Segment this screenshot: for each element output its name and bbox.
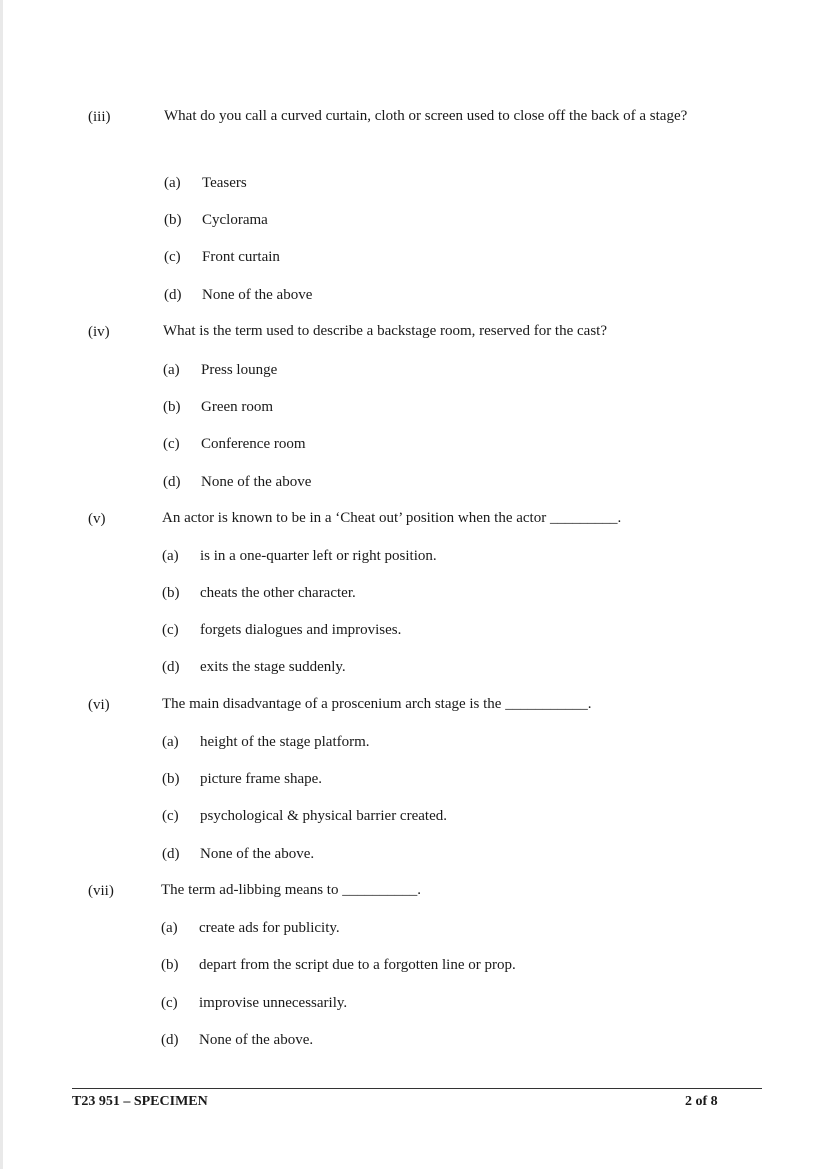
question-number: (v) xyxy=(88,511,106,527)
option-text: create ads for publicity. xyxy=(199,920,340,936)
option-text: depart from the script due to a forgotten line or prop. xyxy=(199,957,516,973)
option-letter: (d) xyxy=(162,846,180,862)
option-letter: (c) xyxy=(162,622,179,638)
question-number: (vi) xyxy=(88,697,110,713)
page-number: 2 of 8 xyxy=(685,1094,718,1109)
option-text: None of the above xyxy=(201,474,312,490)
option-letter: (a) xyxy=(163,362,180,378)
option-letter: (c) xyxy=(162,808,179,824)
option-letter: (b) xyxy=(164,212,182,228)
option-text: Teasers xyxy=(202,175,247,191)
option-letter: (a) xyxy=(164,175,181,191)
option-text: improvise unnecessarily. xyxy=(199,995,348,1011)
page-edge xyxy=(0,0,3,1169)
option-text: Conference room xyxy=(201,436,306,452)
option-text: exits the stage suddenly. xyxy=(200,659,346,675)
option-letter: (d) xyxy=(164,287,182,303)
question-text: The term ad-libbing means to __________. xyxy=(161,882,421,898)
option-letter: (d) xyxy=(162,659,180,675)
option-letter: (c) xyxy=(163,436,180,452)
option-text: height of the stage platform. xyxy=(200,734,370,750)
option-text: forgets dialogues and improvises. xyxy=(200,622,402,638)
option-letter: (b) xyxy=(163,399,181,415)
question-text: What do you call a curved curtain, cloth or screen used to close off the back of a stage? xyxy=(164,108,688,124)
option-letter: (d) xyxy=(161,1032,179,1048)
option-text: Cyclorama xyxy=(202,212,268,228)
option-letter: (d) xyxy=(163,474,181,490)
option-text: None of the above. xyxy=(200,846,315,862)
question-number: (iv) xyxy=(88,324,110,340)
option-text: None of the above. xyxy=(199,1032,314,1048)
option-letter: (a) xyxy=(162,548,179,564)
question-text: The main disadvantage of a proscenium arch stage is the ___________. xyxy=(162,696,592,712)
footer-divider xyxy=(72,1088,762,1089)
option-letter: (b) xyxy=(162,771,180,787)
question-text: An actor is known to be in a ‘Cheat out’ position when the actor _________. xyxy=(162,510,622,526)
question-number: (iii) xyxy=(88,109,111,125)
option-letter: (c) xyxy=(164,249,181,265)
option-text: cheats the other character. xyxy=(200,585,356,601)
option-text: is in a one-quarter left or right position. xyxy=(200,548,437,564)
question-text: What is the term used to describe a backstage room, reserved for the cast? xyxy=(163,323,607,339)
option-text: Press lounge xyxy=(201,362,278,378)
option-letter: (a) xyxy=(162,734,179,750)
option-letter: (b) xyxy=(161,957,179,973)
option-letter: (b) xyxy=(162,585,180,601)
option-text: Green room xyxy=(201,399,274,415)
option-text: picture frame shape. xyxy=(200,771,323,787)
option-text: None of the above xyxy=(202,287,313,303)
option-letter: (a) xyxy=(161,920,178,936)
option-letter: (c) xyxy=(161,995,178,1011)
option-text: psychological & physical barrier created. xyxy=(200,808,447,824)
option-text: Front curtain xyxy=(202,249,280,265)
question-number: (vii) xyxy=(88,883,114,899)
paper-code: T23 951 – SPECIMEN xyxy=(72,1094,208,1109)
